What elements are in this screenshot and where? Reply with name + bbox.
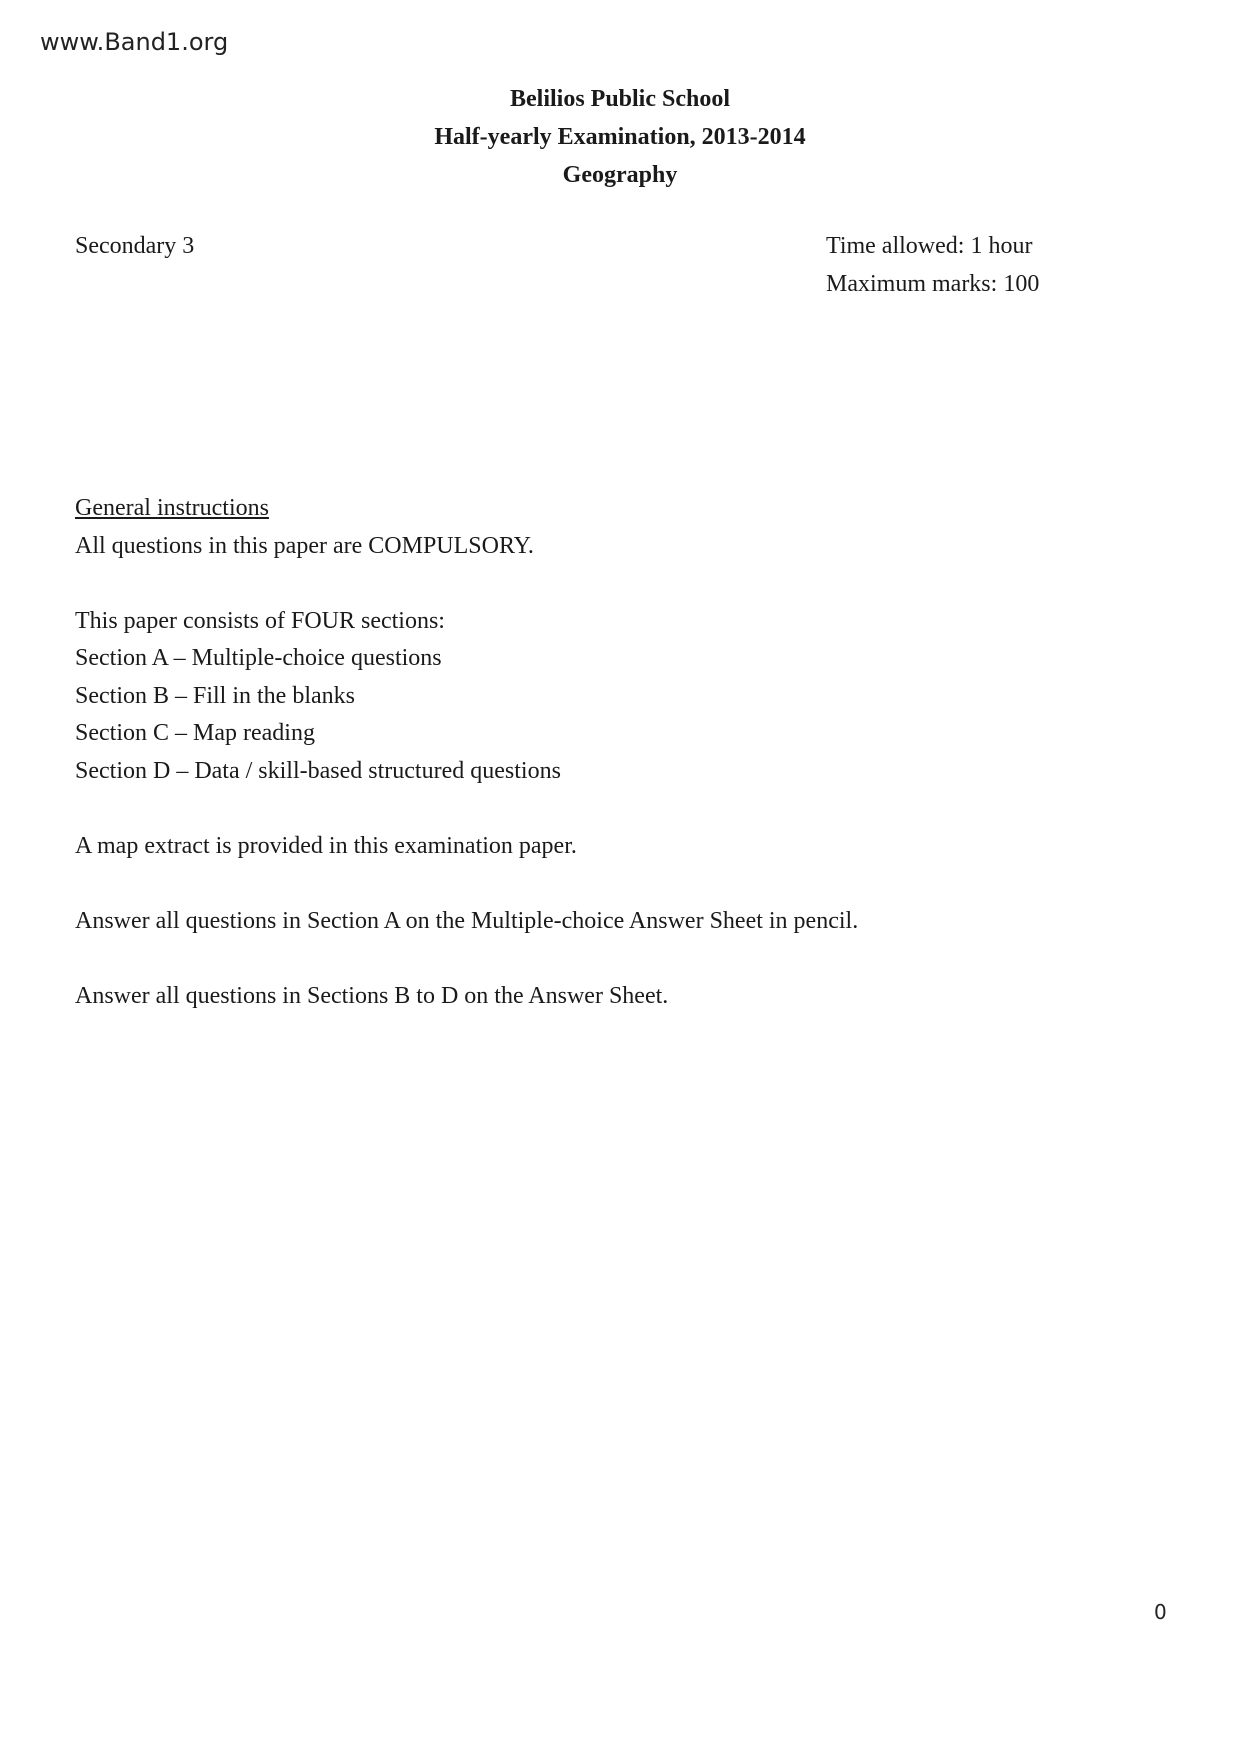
map-extract-note: A map extract is provided in this examination paper. — [75, 832, 577, 859]
section-d-item: Section D – Data / skill-based structured questions — [75, 757, 561, 784]
exam-header — [0, 80, 1240, 194]
spacer — [75, 790, 858, 828]
form-level: Secondary 3 — [75, 233, 195, 259]
exam-title: Half-yearly Examination, 2013-2014 — [434, 124, 806, 150]
school-name: Belilios Public School — [509, 86, 731, 112]
answer-sections-b-d-note: Answer all questions in Sections B to D on the Answer Sheet. — [75, 982, 669, 1009]
section-a-item: Section A – Multiple-choice questions — [75, 645, 442, 671]
answer-section-a-note: Answer all questions in Section A on the Multiple-choice Answer Sheet in pencil. — [75, 907, 859, 934]
subject-title: Geography — [562, 162, 678, 188]
instructions-heading: General instructions — [75, 495, 269, 521]
section-b-item: Section B – Fill in the blanks — [75, 682, 355, 709]
general-instructions — [75, 490, 858, 1015]
section-c-item: Section C – Map reading — [75, 720, 315, 746]
exam-meta — [826, 227, 1039, 303]
time-allowed: Time allowed: 1 hour — [826, 233, 1033, 259]
spacer — [75, 565, 858, 603]
spacer — [75, 940, 858, 978]
sections-intro: This paper consists of FOUR sections: — [75, 607, 445, 634]
page-number: 0 — [1154, 1600, 1167, 1624]
website-watermark: www.Band1.org — [40, 28, 229, 56]
maximum-marks: Maximum marks: 100 — [826, 271, 1040, 297]
spacer — [75, 865, 858, 903]
compulsory-note: All questions in this paper are COMPULSORY. — [75, 532, 534, 559]
